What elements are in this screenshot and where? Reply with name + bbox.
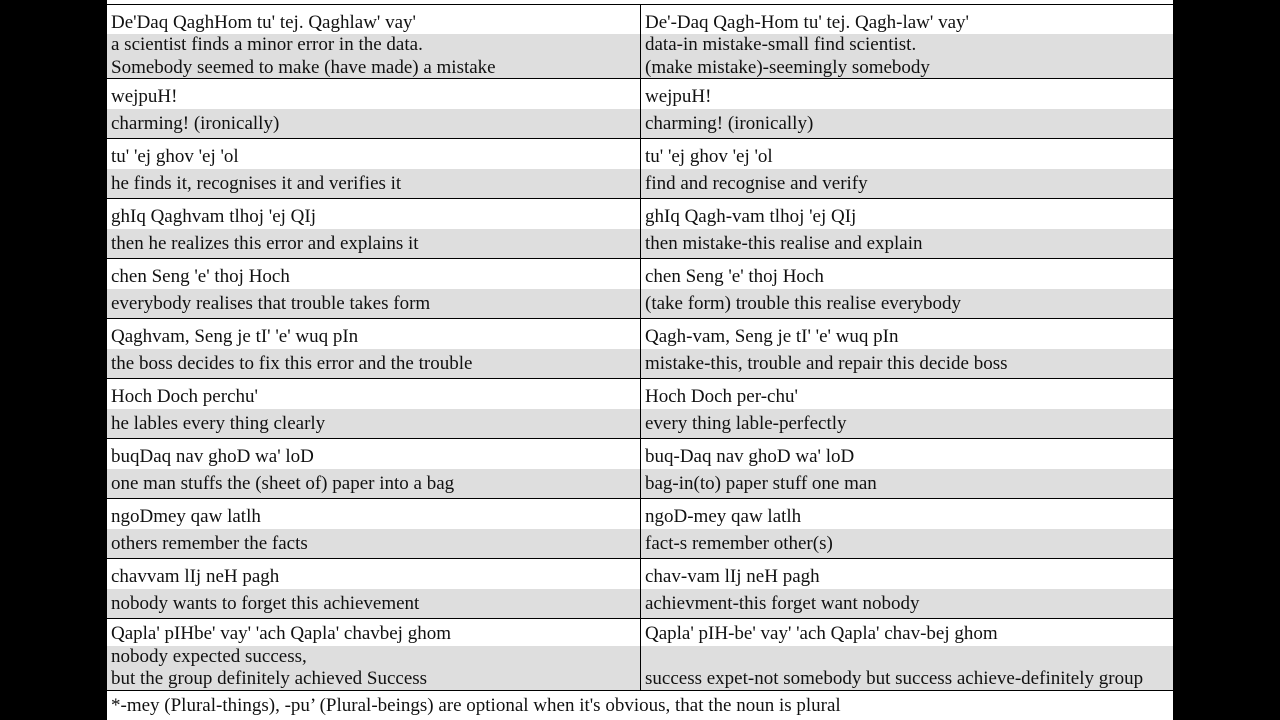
english-translation: he lables every thing clearly [107,409,640,439]
gloss-cell [641,499,1173,558]
word-gloss: achievment-this forget want nobody [641,589,1173,619]
klingon-sentence: chen Seng 'e' thoj Hoch [111,266,290,287]
english-translation: nobody wants to forget this achievement [107,589,640,619]
word-gloss: then mistake-this realise and explain [641,229,1173,259]
english-translation: a scientist finds a minor error in the data. [111,34,423,55]
gloss-cell [641,139,1173,198]
klingon-sentence: Qaghvam, Seng je tI' 'e' wuq pIn [111,326,359,347]
english-translation: then he realizes this error and explains it [107,229,640,259]
english-translation: charming! (ironically) [107,109,640,139]
english-translation: but the group definitely achieved Success [111,668,428,689]
klingon-sentence: ngoDmey qaw latlh [111,506,261,527]
klingon-cell [107,259,641,318]
klingon-cell [107,439,641,498]
table-row [107,378,1173,438]
word-gloss: success expet-not somebody but success achieve-definitely group [645,668,1144,689]
gloss-cell [641,259,1173,318]
klingon-segmented: Hoch Doch per-chu' [645,386,798,407]
klingon-sentence: ghIq Qaghvam tlhoj 'ej QIj [111,206,316,227]
klingon-sentence: Qapla' pIHbe' vay' 'ach Qapla' chavbej ghom [111,623,451,644]
klingon-segmented: ngoD-mey qaw latlh [645,506,802,527]
klingon-segmented: Qagh-vam, Seng je tI' 'e' wuq pIn [645,326,899,347]
klingon-sentence: tu' 'ej ghov 'ej 'ol [111,146,239,167]
word-gloss: bag-in(to) paper stuff one man [641,469,1173,499]
klingon-segmented: tu' 'ej ghov 'ej 'ol [645,146,773,167]
english-translation: nobody expected success, [111,646,307,667]
word-gloss: mistake-this, trouble and repair this decide boss [641,349,1173,379]
footnote-text: *-mey (Plural-things), -pu’ (Plural-beings) are optional when it's obvious, that the noun is plural [111,695,841,716]
word-gloss: data-in mistake-small find scientist. [645,34,917,55]
gloss-cell [641,559,1173,618]
klingon-cell [107,619,641,690]
english-translation: one man stuffs the (sheet of) paper into a bag [107,469,640,499]
gloss-cell [641,79,1173,138]
klingon-cell [107,199,641,258]
klingon-cell [107,499,641,558]
klingon-segmented: chen Seng 'e' thoj Hoch [645,266,824,287]
footnote-row [107,690,1173,720]
klingon-segmented: Qapla' pIH-be' vay' 'ach Qapla' chav-bej ghom [645,623,998,644]
klingon-cell [107,5,641,78]
klingon-segmented: ghIq Qagh-vam tlhoj 'ej QIj [645,206,857,227]
klingon-segmented: buq-Daq nav ghoD wa' loD [645,446,855,467]
klingon-cell [107,379,641,438]
english-translation: the boss decides to fix this error and the trouble [107,349,640,379]
klingon-segmented: chav-vam lIj neH pagh [645,566,820,587]
word-gloss: (take form) trouble this realise everybody [641,289,1173,319]
klingon-sentence: wejpuH! [111,86,178,107]
word-gloss: fact-s remember other(s) [641,529,1173,559]
table-row [107,4,1173,78]
table-row [107,558,1173,618]
english-translation: he finds it, recognises it and verifies it [107,169,640,199]
table-row [107,198,1173,258]
klingon-cell [107,139,641,198]
table-row [107,318,1173,378]
word-gloss: (make mistake)-seemingly somebody [645,57,930,78]
klingon-sentence: De'Daq QaghHom tu' tej. Qaghlaw' vay' [111,12,416,33]
word-gloss: find and recognise and verify [641,169,1173,199]
table-row [107,258,1173,318]
table-row [107,498,1173,558]
english-translation: Somebody seemed to make (have made) a mistake [111,57,496,78]
translation-table [107,0,1173,720]
english-translation: everybody realises that trouble takes form [107,289,640,319]
word-gloss [641,646,1173,668]
gloss-cell [641,319,1173,378]
gloss-cell [641,439,1173,498]
word-gloss: every thing lable-perfectly [641,409,1173,439]
klingon-cell [107,79,641,138]
gloss-cell [641,5,1173,78]
word-gloss: charming! (ironically) [641,109,1173,139]
gloss-cell [641,199,1173,258]
klingon-cell [107,319,641,378]
klingon-sentence: chavvam lIj neH pagh [111,566,280,587]
table-row [107,78,1173,138]
table-row [107,438,1173,498]
klingon-sentence: Hoch Doch perchu' [111,386,258,407]
table-row [107,138,1173,198]
klingon-cell [107,559,641,618]
klingon-segmented: De'-Daq Qagh-Hom tu' tej. Qagh-law' vay' [645,12,969,33]
english-translation: others remember the facts [107,529,640,559]
klingon-sentence: buqDaq nav ghoD wa' loD [111,446,314,467]
klingon-segmented: wejpuH! [645,86,712,107]
table-row [107,618,1173,690]
gloss-cell [641,379,1173,438]
gloss-cell [641,619,1173,690]
